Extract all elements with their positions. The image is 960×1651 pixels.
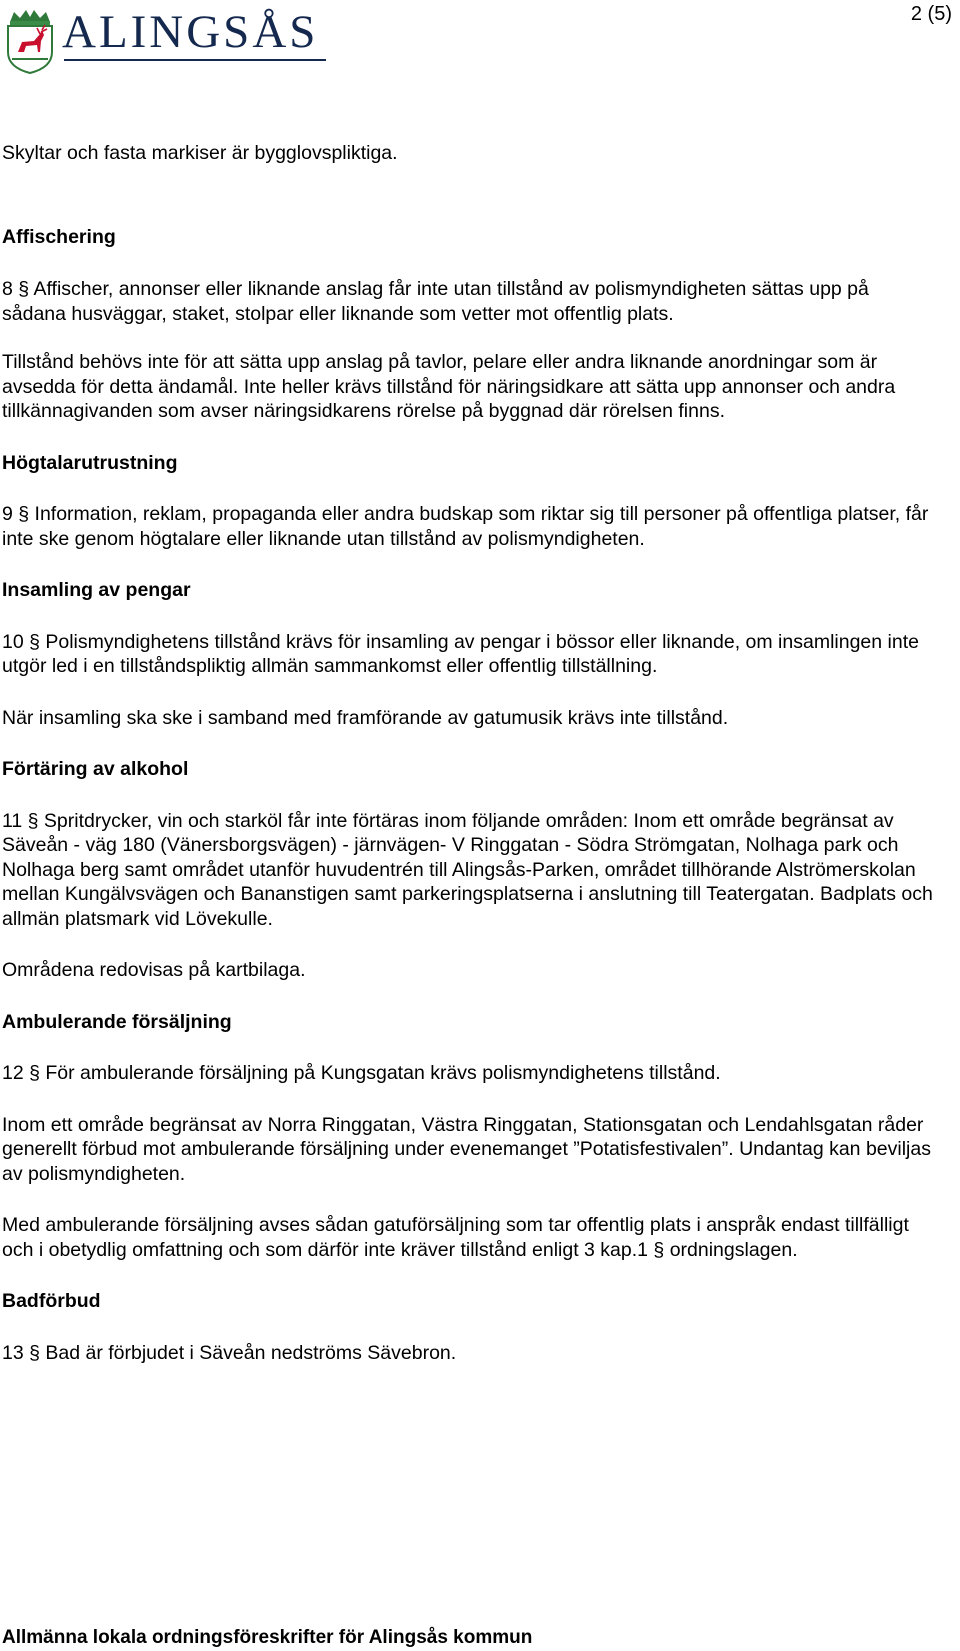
section-heading-alkohol: Förtäring av alkohol	[2, 758, 189, 780]
paragraph: När insamling ska ske i samband med framförande av gatumusik krävs inte tillstånd.	[2, 706, 729, 729]
logo-underline	[64, 59, 326, 61]
paragraph-section-9: 9 § Information, reklam, propaganda eller andra budskap som riktar sig till personer på offentliga platser, får inte ske genom högtalare eller liknande utan tillstånd av polismyndigheten.	[2, 503, 929, 550]
paragraph: Tillstånd behövs inte för att sätta upp anslag på tavlor, pelare eller andra liknande anordningar som är avsedda för detta ändamål. Inte heller krävs tillstånd för näringsidkare att sätta upp annonser och andra tillkännagivanden som avser näringsidkarens rörelse på byggnad där rörelsen finns.	[2, 351, 896, 422]
paragraph-section-8: 8 § Affischer, annonser eller liknande anslag får inte utan tillstånd av polismyndigheten sättas upp på sådana husväggar, staket, stolpar eller liknande som vetter mot offentlig plats.	[2, 278, 869, 325]
paragraph-section-11: 11 § Spritdrycker, vin och starköl får inte förtäras inom följande områden: Inom ett område begränsat av Säveån - väg 180 (Vänersborgsvägen) - järnvägen- V Ringgatan - Södra Strömgatan, Nolhaga park och Nolhaga berg samt området utanför huvudentrén till Alingsås-Parken, området tillhörande Alströmerskolan mellan Kungälvsvägen och Bananstigen samt parkeringsplatserna i anslutning till Teatergatan. Badplats och allmän platsmark vid Lövekulle.	[2, 809, 933, 930]
paragraph: Med ambulerande försäljning avses sådan gatuförsäljning som tar offentlig plats i anspråk endast tillfälligt och i obetydlig omfattning och som därför inte kräver tillstånd enligt 3 kap.1 § ordningslagen.	[2, 1214, 909, 1261]
section-heading-ambulerande: Ambulerande försäljning	[2, 1010, 232, 1033]
section-heading-hogtalarutrustning: Högtalarutrustning	[2, 451, 178, 474]
paragraph-section-13: 13 § Bad är förbjudet i Säveån nedströms Sävebron.	[2, 1341, 457, 1364]
section-heading-badforbud: Badförbud	[2, 1290, 101, 1312]
paragraph-section-10: 10 § Polismyndighetens tillstånd krävs för insamling av pengar i bössor eller liknande, om insamlingen inte utgör led i en tillståndspliktig allmän sammankomst eller offentlig tillställning.	[2, 630, 919, 677]
logo-wordmark: ALINGSÅS	[62, 6, 319, 58]
paragraph: Inom ett område begränsat av Norra Ringgatan, Västra Ringgatan, Stationsgatan och Lendahlsgatan råder generellt förbud mot ambulerande försäljning under evenemanget ”Potatisfestivalen”. Undantag kan beviljas av polismyndigheten.	[2, 1113, 931, 1185]
section-heading-affischering: Affischering	[2, 225, 116, 248]
alingsas-crest-logo	[4, 8, 56, 74]
page-header	[0, 0, 960, 80]
section-heading-insamling: Insamling av pengar	[2, 579, 191, 601]
paragraph-section-12: 12 § För ambulerande försäljning på Kungsgatan krävs polismyndighetens tillstånd.	[2, 1062, 721, 1084]
paragraph: Skyltar och fasta markiser är bygglovspliktiga.	[2, 142, 398, 164]
page-number: 2 (5)	[910, 3, 952, 25]
document-footer-title: Allmänna lokala ordningsföreskrifter för Alingsås kommun	[2, 1627, 533, 1648]
document-body	[2, 141, 937, 1365]
paragraph: Områdena redovisas på kartbilaga.	[2, 959, 306, 981]
